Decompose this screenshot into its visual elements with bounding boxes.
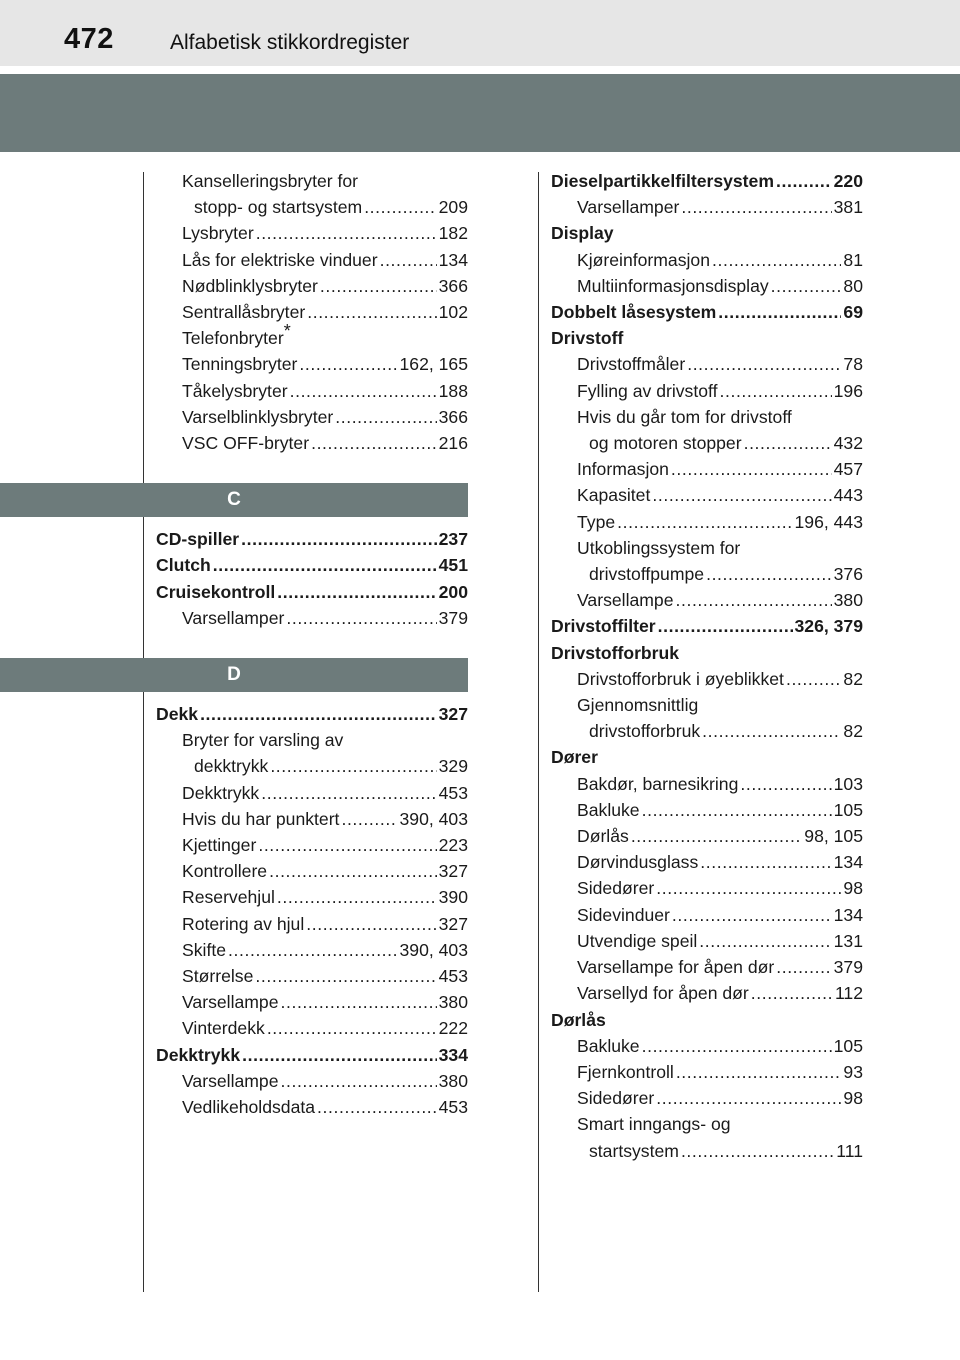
entry-page-ref[interactable]: 380: [438, 992, 468, 1013]
entry-page-ref[interactable]: 223: [438, 835, 468, 856]
entry-label: Tåkelysbryter: [182, 380, 288, 401]
entry-label: Type: [577, 511, 616, 532]
entry-label: Dørlås: [577, 826, 629, 847]
dot-leader: [311, 430, 437, 456]
entry-label: Kjøreinformasjon: [577, 249, 710, 270]
index-entry-sub[interactable]: [156, 753, 468, 779]
index-entry-main[interactable]: [156, 552, 468, 578]
section-header-c: C: [0, 483, 468, 517]
index-entry-main[interactable]: [156, 526, 468, 552]
index-entry-sub[interactable]: [551, 771, 863, 797]
dot-leader: [341, 806, 397, 832]
index-entry-sub[interactable]: [551, 928, 863, 954]
dot-leader: [771, 273, 842, 299]
header-bar: [0, 0, 960, 66]
dot-leader: [317, 1094, 437, 1120]
entry-page-ref[interactable]: 188: [438, 380, 468, 401]
entry-page-ref[interactable]: 326, 379: [794, 616, 863, 637]
entry-page-ref[interactable]: 196: [833, 380, 863, 401]
entry-label: Varsellampe: [182, 1070, 279, 1091]
entry-page-ref[interactable]: 81: [843, 249, 863, 270]
entry-page-ref[interactable]: 105: [833, 1035, 863, 1056]
entry-page-ref[interactable]: 134: [833, 904, 863, 925]
entry-label: Bakluke: [577, 799, 640, 820]
index-column-left: [156, 168, 468, 1120]
entry-page-ref[interactable]: 451: [438, 555, 468, 576]
entry-page-ref[interactable]: 112: [834, 983, 863, 1004]
index-entry-sub[interactable]: [156, 780, 468, 806]
entry-page-ref[interactable]: 327: [438, 913, 468, 934]
entry-label: Display: [551, 223, 614, 244]
entry-label: Varsellyd for åpen dør: [577, 983, 749, 1004]
entry-label: Fylling av drivstoff: [577, 380, 718, 401]
index-entry-sub[interactable]: [551, 902, 863, 928]
entry-label: CD-spiller: [156, 529, 240, 550]
entry-label: Drivstofforbruk: [551, 642, 680, 663]
index-entry-sub[interactable]: [551, 849, 863, 875]
entry-label: Fjernkontroll: [577, 1061, 674, 1082]
entry-label: Telefonbryter: [182, 328, 284, 349]
dot-leader: [786, 666, 841, 692]
entry-page-ref[interactable]: 98: [843, 878, 863, 899]
index-entry-sub[interactable]: [551, 1059, 863, 1085]
entry-label: Dieselpartikkelfiltersystem: [551, 171, 774, 191]
index-entry-sub[interactable]: [551, 692, 863, 718]
entry-page-ref[interactable]: 216: [438, 433, 468, 454]
dot-leader: [267, 1015, 437, 1041]
page-number: 472: [64, 23, 114, 55]
section-header-c-wrap: [156, 483, 468, 517]
entry-page-ref[interactable]: 98: [843, 1088, 863, 1109]
dot-leader: [307, 299, 436, 325]
entry-page-ref[interactable]: 69: [843, 302, 863, 323]
entry-page-ref[interactable]: 162, 165: [399, 354, 468, 375]
entry-page-ref[interactable]: 220: [833, 171, 863, 191]
column-divider-left: [143, 172, 144, 1292]
dot-leader: [280, 989, 436, 1015]
dot-leader: [258, 832, 436, 858]
entry-label: Gjennomsnittlig: [577, 695, 699, 716]
entry-page-ref[interactable]: 376: [833, 564, 863, 585]
index-entry-sub[interactable]: [551, 482, 863, 508]
index-entry-sub[interactable]: [156, 220, 468, 246]
entry-label: Vedlikeholdsdata: [182, 1097, 316, 1118]
dot-leader: [277, 884, 437, 910]
index-entry-main[interactable]: [551, 613, 863, 639]
index-entry-sub[interactable]: [156, 299, 468, 325]
entry-label: Dekk: [156, 704, 199, 725]
index-entry-main[interactable]: [551, 299, 863, 325]
index-entry-sub[interactable]: [551, 456, 863, 482]
index-entry-sub[interactable]: [156, 378, 468, 404]
dot-leader: [255, 963, 436, 989]
index-column-right: [551, 168, 863, 1164]
dot-leader: [671, 456, 832, 482]
entry-page-ref[interactable]: 379: [438, 607, 468, 628]
dot-leader: [676, 1059, 842, 1085]
dot-leader: [652, 482, 831, 508]
section-header-d-wrap: [156, 658, 468, 692]
index-entry-sub[interactable]: [156, 963, 468, 989]
entry-page-ref[interactable]: 334: [438, 1044, 468, 1065]
entry-page-ref[interactable]: 381: [833, 197, 863, 218]
entry-page-ref[interactable]: 453: [438, 966, 468, 987]
index-entry-sub[interactable]: [551, 980, 863, 1006]
dot-leader: [364, 194, 436, 220]
entry-label: Kapasitet: [577, 485, 651, 506]
dot-leader: [658, 613, 793, 639]
entry-page-ref[interactable]: 82: [843, 668, 863, 689]
dot-leader: [751, 980, 833, 1006]
page-title: Alfabetisk stikkordregister: [170, 31, 410, 54]
entry-page-ref[interactable]: 379: [833, 957, 863, 978]
index-entry-sub[interactable]: [156, 937, 468, 963]
dot-leader: [712, 247, 841, 273]
index-entry-sub[interactable]: [551, 378, 863, 404]
entry-label: Dekktrykk: [156, 1044, 241, 1065]
entry-label: Sidedører: [577, 1088, 655, 1109]
dot-leader: [681, 1138, 834, 1164]
dot-leader: [213, 552, 437, 578]
index-entry-sub[interactable]: [551, 430, 863, 456]
dot-leader: [335, 404, 436, 430]
entry-page-ref[interactable]: 366: [438, 406, 468, 427]
index-entry-sub[interactable]: [551, 1111, 863, 1137]
entry-label: Sidedører: [577, 878, 655, 899]
entry-label: Drivstoff: [551, 328, 624, 349]
entry-label: Tenningsbryter: [182, 354, 298, 375]
dot-leader: [631, 823, 802, 849]
index-entry-sub[interactable]: [551, 666, 863, 692]
entry-page-ref[interactable]: 200: [438, 581, 468, 602]
entry-page-ref[interactable]: 390: [438, 887, 468, 908]
entry-page-ref[interactable]: 111: [836, 1140, 863, 1161]
dot-leader: [681, 194, 831, 220]
dot-leader: [642, 797, 832, 823]
index-entry-main[interactable]: [156, 1042, 468, 1068]
dot-leader: [642, 1033, 832, 1059]
entry-label: Multiinformasjonsdisplay: [577, 275, 769, 296]
index-entry-sub[interactable]: [156, 727, 468, 753]
entry-page-ref[interactable]: 80: [843, 275, 863, 296]
dot-leader: [700, 849, 831, 875]
index-entry-sub[interactable]: [551, 875, 863, 901]
index-entry-sub[interactable]: [156, 1068, 468, 1094]
entry-label: Varsellampe: [182, 992, 279, 1013]
index-entry-sub[interactable]: [156, 989, 468, 1015]
index-entry-sub[interactable]: [551, 1033, 863, 1059]
dot-leader: [241, 526, 437, 552]
index-entry-sub[interactable]: [156, 806, 468, 832]
entry-page-ref[interactable]: 209: [438, 197, 468, 218]
entry-page-ref[interactable]: 182: [438, 223, 468, 244]
entry-label: Clutch: [156, 555, 211, 576]
index-entry-sub[interactable]: [551, 587, 863, 613]
index-entry-sub[interactable]: [551, 273, 863, 299]
dot-leader: [320, 273, 437, 299]
entry-page-ref[interactable]: 98, 105: [804, 826, 863, 847]
index-block-d: [156, 701, 468, 1120]
dot-leader: [200, 701, 437, 727]
dot-leader: [706, 561, 832, 587]
index-entry-sub[interactable]: [551, 718, 863, 744]
entry-page-ref[interactable]: 457: [833, 459, 863, 480]
index-entry-sub[interactable]: [156, 605, 468, 631]
entry-page-ref[interactable]: 134: [438, 249, 468, 270]
entry-page-ref[interactable]: 380: [833, 590, 863, 611]
entry-page-ref[interactable]: 222: [438, 1018, 468, 1039]
dot-leader: [740, 771, 831, 797]
index-entry-sub[interactable]: [156, 1094, 468, 1120]
dot-leader: [656, 875, 841, 901]
index-entry-sub[interactable]: [551, 1085, 863, 1111]
entry-label: drivstoffpumpe: [589, 564, 705, 585]
entry-label: Drivstofforbruk i øyeblikket: [577, 668, 784, 689]
entry-label: Drivstoffilter: [551, 616, 656, 637]
entry-label: Hvis du går tom for drivstoff: [577, 406, 792, 427]
entry-label: startsystem: [589, 1140, 679, 1161]
dot-leader: [269, 858, 437, 884]
entry-page-ref[interactable]: 390, 403: [399, 939, 468, 960]
index-entry-sub[interactable]: [156, 884, 468, 910]
entry-label: Kontrollere: [182, 861, 268, 882]
entry-label: Drivstoffmåler: [577, 354, 686, 375]
index-block-b: [156, 168, 468, 456]
dot-leader: [280, 1068, 436, 1094]
entry-label: Hvis du har punktert: [182, 808, 340, 829]
entry-label: Varsellampe: [577, 590, 674, 611]
index-entry-sub[interactable]: [551, 509, 863, 535]
entry-page-ref[interactable]: 196, 443: [794, 511, 863, 532]
entry-label: Informasjon: [577, 459, 669, 480]
entry-page-ref[interactable]: 443: [833, 485, 863, 506]
dot-leader: [719, 378, 831, 404]
entry-label: Lysbryter: [182, 223, 254, 244]
entry-label: Bakluke: [577, 1035, 640, 1056]
dot-leader: [776, 168, 832, 194]
index-entry-sub[interactable]: [156, 858, 468, 884]
entry-label: Smart inngangs- og: [577, 1114, 731, 1135]
index-entry-sub[interactable]: [156, 911, 468, 937]
entry-page-ref[interactable]: 105: [833, 799, 863, 820]
entry-label: Dører: [551, 747, 598, 768]
entry-label: Kanselleringsbryter for: [182, 171, 359, 191]
entry-page-ref[interactable]: 453: [438, 1097, 468, 1118]
entry-page-ref[interactable]: 103: [833, 773, 863, 794]
dot-leader: [656, 1085, 841, 1111]
entry-page-ref[interactable]: 390, 403: [399, 808, 468, 829]
entry-page-ref[interactable]: 82: [843, 721, 863, 742]
entry-label: Skifte: [182, 939, 227, 960]
dot-leader: [702, 718, 841, 744]
entry-page-ref[interactable]: 131: [833, 930, 863, 951]
index-entry-sub[interactable]: [551, 797, 863, 823]
entry-page-ref[interactable]: 329: [438, 756, 468, 777]
entry-page-ref[interactable]: 380: [438, 1070, 468, 1091]
index-entry-sub[interactable]: [551, 247, 863, 273]
dot-leader: [261, 780, 436, 806]
dot-leader: [277, 579, 436, 605]
index-entry-sub[interactable]: [551, 561, 863, 587]
entry-label: VSC OFF-bryter: [182, 433, 310, 454]
dot-leader: [675, 587, 831, 613]
dot-leader: [617, 509, 792, 535]
index-entry-sub[interactable]: [156, 430, 468, 456]
index-entry-main[interactable]: [551, 744, 863, 770]
footnote-mark: *: [283, 321, 291, 342]
dot-leader: [299, 351, 397, 377]
dot-leader: [242, 1042, 437, 1068]
entry-label: Cruisekontroll: [156, 581, 276, 602]
entry-label: Dekktrykk: [182, 782, 260, 803]
entry-page-ref[interactable]: 93: [843, 1061, 863, 1082]
index-entry-main[interactable]: [156, 701, 468, 727]
entry-page-ref[interactable]: 237: [438, 529, 468, 550]
entry-label: Vinterdekk: [182, 1018, 265, 1039]
index-entry-sub[interactable]: [551, 194, 863, 220]
entry-page-ref[interactable]: 327: [438, 704, 468, 725]
index-entry-sub[interactable]: [551, 351, 863, 377]
index-entry-main[interactable]: [551, 640, 863, 666]
dot-leader: [699, 928, 831, 954]
index-entry-sub[interactable]: [156, 1015, 468, 1041]
entry-page-ref[interactable]: 134: [833, 852, 863, 873]
entry-label: Varsellamper: [577, 197, 680, 218]
entry-label: Kjettinger: [182, 835, 257, 856]
dot-leader: [718, 299, 841, 325]
entry-label: Varsellampe for åpen dør: [577, 957, 775, 978]
entry-label: Reservehjul: [182, 887, 275, 908]
column-divider-middle: [538, 172, 539, 1292]
entry-label: Rotering av hjul: [182, 913, 305, 934]
section-header-d: D: [0, 658, 468, 692]
dot-leader: [256, 220, 437, 246]
entry-label: Sidevinduer: [577, 904, 670, 925]
entry-label: Dobbelt låsesystem: [551, 302, 717, 323]
dot-leader: [286, 605, 436, 631]
dot-leader: [306, 911, 436, 937]
index-entry-sub[interactable]: [551, 1138, 863, 1164]
index-entry-main[interactable]: [551, 168, 863, 194]
entry-label: dekktrykk: [194, 756, 269, 777]
dot-leader: [744, 430, 832, 456]
entry-label: stopp- og startsystem: [194, 197, 363, 218]
entry-page-ref[interactable]: 432: [833, 433, 863, 454]
index-entry-sub[interactable]: [156, 351, 468, 377]
entry-label: Bakdør, barnesikring: [577, 773, 739, 794]
entry-label: drivstofforbruk: [589, 721, 701, 742]
entry-page-ref[interactable]: 102: [438, 302, 468, 323]
index-entry-sub[interactable]: [156, 273, 468, 299]
index-entry-sub[interactable]: [156, 247, 468, 273]
dot-leader: [776, 954, 831, 980]
entry-label: Utkoblingssystem for: [577, 537, 741, 558]
dot-leader: [228, 937, 397, 963]
dot-leader: [290, 378, 437, 404]
index-entry-sub[interactable]: [156, 168, 468, 194]
entry-page-ref[interactable]: 366: [438, 275, 468, 296]
entry-label: Lås for elektriske vinduer: [182, 249, 378, 270]
index-entry-sub[interactable]: [551, 404, 863, 430]
entry-page-ref[interactable]: 78: [843, 354, 863, 375]
index-entry-sub[interactable]: [156, 404, 468, 430]
index-entry-sub[interactable]: [156, 321, 468, 351]
dot-leader: [672, 902, 832, 928]
entry-label: Størrelse: [182, 966, 254, 987]
dot-leader: [270, 753, 436, 779]
index-entry-main[interactable]: [551, 1007, 863, 1033]
entry-label: Nødblinklysbryter: [182, 275, 318, 296]
entry-label: Dørlås: [551, 1009, 606, 1030]
index-entry-sub[interactable]: [551, 823, 863, 849]
entry-label: Sentrallåsbryter: [182, 302, 306, 323]
index-entry-sub[interactable]: [156, 194, 468, 220]
index-entry-main[interactable]: [551, 325, 863, 351]
entry-label: Varselblinklysbryter: [182, 406, 334, 427]
index-entry-main[interactable]: [551, 220, 863, 246]
entry-label: Bryter for varsling av: [182, 730, 344, 751]
entry-label: Utvendige speil: [577, 930, 698, 951]
entry-page-ref[interactable]: 453: [438, 782, 468, 803]
index-entry-sub[interactable]: [156, 832, 468, 858]
entry-page-ref[interactable]: 327: [438, 861, 468, 882]
decorative-band: [0, 74, 960, 152]
entry-label: Varsellamper: [182, 607, 285, 628]
index-entry-sub[interactable]: [551, 535, 863, 561]
index-block-c: [156, 526, 468, 631]
index-entry-sub[interactable]: [551, 954, 863, 980]
dot-leader: [380, 247, 437, 273]
index-entry-main[interactable]: [156, 579, 468, 605]
entry-label: Dørvindusglass: [577, 852, 699, 873]
entry-label: og motoren stopper: [589, 433, 742, 454]
dot-leader: [687, 351, 841, 377]
